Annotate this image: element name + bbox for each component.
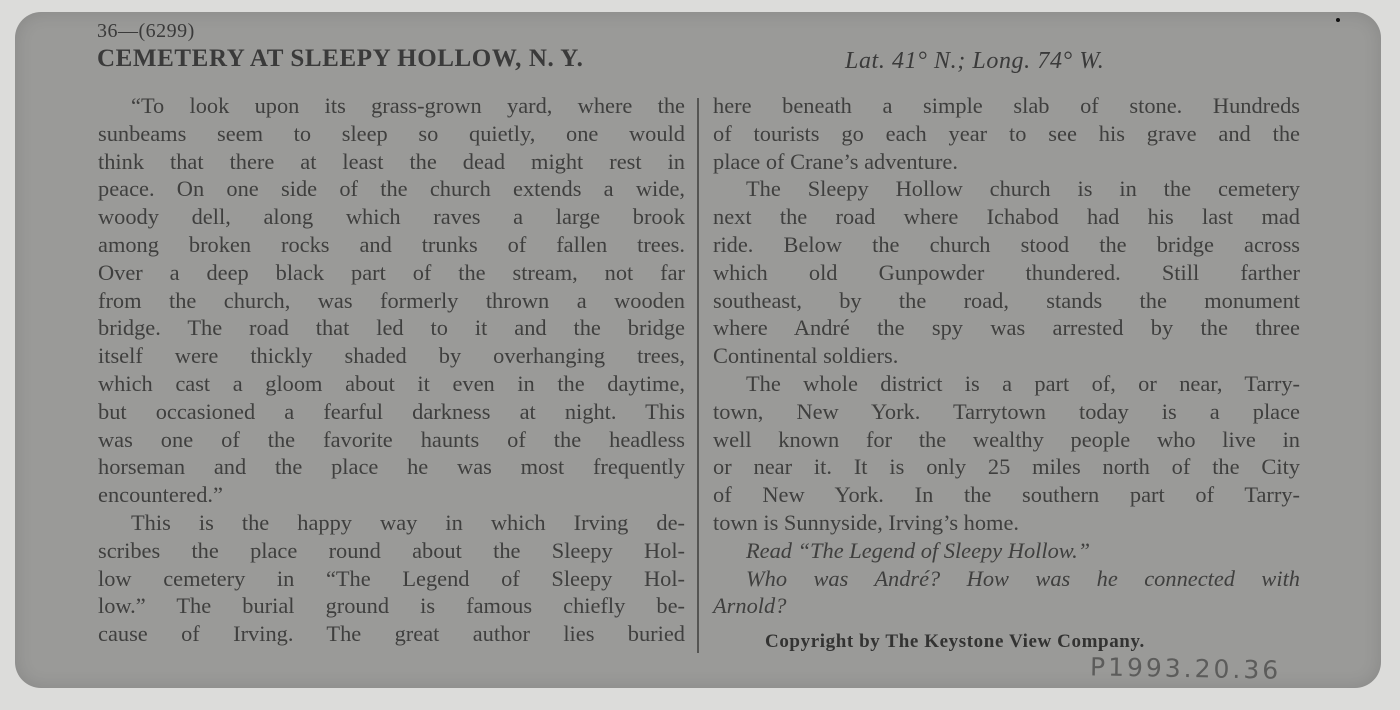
accession-number: P1993.20.36: [1089, 652, 1282, 685]
text-line: which cast a gloom about it even in the daytime,: [98, 370, 685, 396]
text-line: This is the happy way in which Irving de-: [131, 509, 685, 535]
catalog-number: 36—(6299): [97, 20, 195, 42]
text-line: Over a deep black part of the stream, not far: [98, 259, 685, 285]
text-line: among broken rocks and trunks of fallen trees.: [98, 231, 685, 257]
text-line: Read “The Legend of Sleepy Hollow.”: [746, 537, 1091, 563]
text-line: of tourists go each year to see his grave and the: [713, 120, 1300, 146]
text-line: Who was André? How was he connected with: [746, 565, 1300, 591]
text-line: town, New York. Tarrytown today is a place: [713, 398, 1300, 424]
text-line: ride. Below the church stood the bridge across: [713, 231, 1300, 257]
column-divider: [697, 98, 699, 653]
text-line: from the church, was formerly thrown a wooden: [98, 287, 685, 313]
text-line: which old Gunpowder thundered. Still farther: [713, 259, 1300, 285]
text-line: encountered.”: [98, 482, 223, 508]
text-line: next the road where Ichabod had his last mad: [713, 204, 1300, 230]
text-line: but occasioned a fearful darkness at night. This: [98, 398, 685, 424]
copyright-line: Copyright by The Keystone View Company.: [765, 631, 1145, 652]
text-line: horseman and the place he was most frequently: [98, 454, 685, 480]
text-line: where André the spy was arrested by the three: [713, 315, 1300, 341]
text-line: cause of Irving. The great author lies buried: [98, 621, 685, 647]
speck: [1336, 18, 1340, 22]
text-line: The Sleepy Hollow church is in the cemetery: [746, 176, 1300, 202]
text-line: low.” The burial ground is famous chiefly be-: [98, 593, 685, 619]
text-line: The whole district is a part of, or near, Tarry-: [746, 370, 1300, 396]
right-column-text: [713, 92, 1300, 620]
text-line: Continental soldiers.: [713, 343, 899, 369]
lat-long: Lat. 41° N.; Long. 74° W.: [845, 48, 1105, 74]
left-column-text: [98, 92, 685, 648]
text-line: low cemetery in “The Legend of Sleepy Hol-: [98, 565, 685, 591]
text-line: peace. On one side of the church extends a wide,: [98, 176, 685, 202]
text-line: of New York. In the southern part of Tarry-: [713, 482, 1300, 508]
text-line: or near it. It is only 25 miles north of the City: [713, 454, 1300, 480]
text-line: place of Crane’s adventure.: [713, 148, 958, 174]
text-line: itself were thickly shaded by overhanging trees,: [98, 343, 685, 369]
stereocard-back: [15, 12, 1381, 688]
text-line: Arnold?: [713, 593, 787, 619]
text-line: was one of the favorite haunts of the headless: [98, 426, 685, 452]
text-line: think that there at least the dead might rest in: [98, 148, 685, 174]
text-line: southeast, by the road, stands the monument: [713, 287, 1300, 313]
text-line: bridge. The road that led to it and the bridge: [98, 315, 685, 341]
text-line: town is Sunnyside, Irving’s home.: [713, 509, 1020, 535]
text-line: “To look upon its grass-grown yard, where the: [131, 93, 685, 118]
text-line: sunbeams seem to sleep so quietly, one would: [98, 120, 685, 146]
text-line: scribes the place round about the Sleepy Hol-: [98, 537, 685, 563]
text-line: here beneath a simple slab of stone. Hundreds: [713, 93, 1300, 118]
card-title: CEMETERY AT SLEEPY HOLLOW, N. Y.: [97, 45, 584, 72]
text-line: well known for the wealthy people who live in: [713, 426, 1300, 452]
text-line: woody dell, along which raves a large brook: [98, 204, 685, 230]
